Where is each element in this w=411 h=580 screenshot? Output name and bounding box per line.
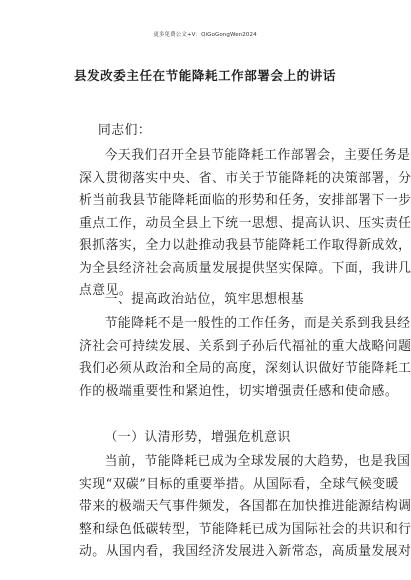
text-line: 重点工作，动员全县上下统一思想、提高认识、压实责任 [79,215,411,231]
text-line: 我们必须从政治和全局的高度，深刻认识做好节能降耗工 [79,361,411,376]
text-line: 深入贯彻落实中央、省、市关于节能降耗的决策部署，分 [79,170,411,186]
subsection-heading-1: （一）认清形势，增强危机意识 [104,430,291,445]
text-line: 狠抓落实，全力以赴推动我县节能降耗工作取得新成效， [79,238,411,253]
paragraph-subsection-1 [79,451,411,564]
header-watermark: 更多免费公文+V：QiGoGongWen2024 [153,32,257,38]
text-line: 动。从国内看，我国经济发展进入新常态，高质量发展对 [79,544,411,559]
text-line: 析当前我县节能降耗面临的形势和任务，安排部署下一步 [79,193,411,208]
section-heading-1: 一、提高政治站位，筑牢思想根基 [104,292,305,307]
text-line: 当前，节能降耗已成为全球发展的大趋势，也是我国 [104,454,411,469]
paragraph-opening [79,145,411,303]
text-line: 节能降耗不是一般性的工作任务，而是关系到我县经 [104,316,411,331]
paragraph-section-1 [79,313,411,403]
document-title: 县发改委主任在节能降耗工作部署会上的讲话 [73,68,336,83]
text-line: 带来的极端天气事件频发，各国都在加快推进能源结构调 [79,499,411,514]
text-line: 点意见。 [79,283,133,298]
text-line: 今天我们召开全县节能降耗工作部署会，主要任务是 [104,148,411,163]
text-line: 济社会可持续发展、关系到子孙后代福祉的重大战略问题 [79,338,411,354]
salutation: 同志们： [98,123,152,138]
text-line: 作的极端重要性和紧迫性，切实增强责任感和使命感。 [79,383,399,399]
text-line: 为全县经济社会高质量发展提供坚实保障。下面，我讲几 [79,260,411,276]
text-line: 整和绿色低碳转型，节能降耗已成为国际社会的共识和行 [79,521,411,537]
text-line: 实现“双碳”目标的重要举措。从国际看，全球气候变暖 [79,476,399,492]
